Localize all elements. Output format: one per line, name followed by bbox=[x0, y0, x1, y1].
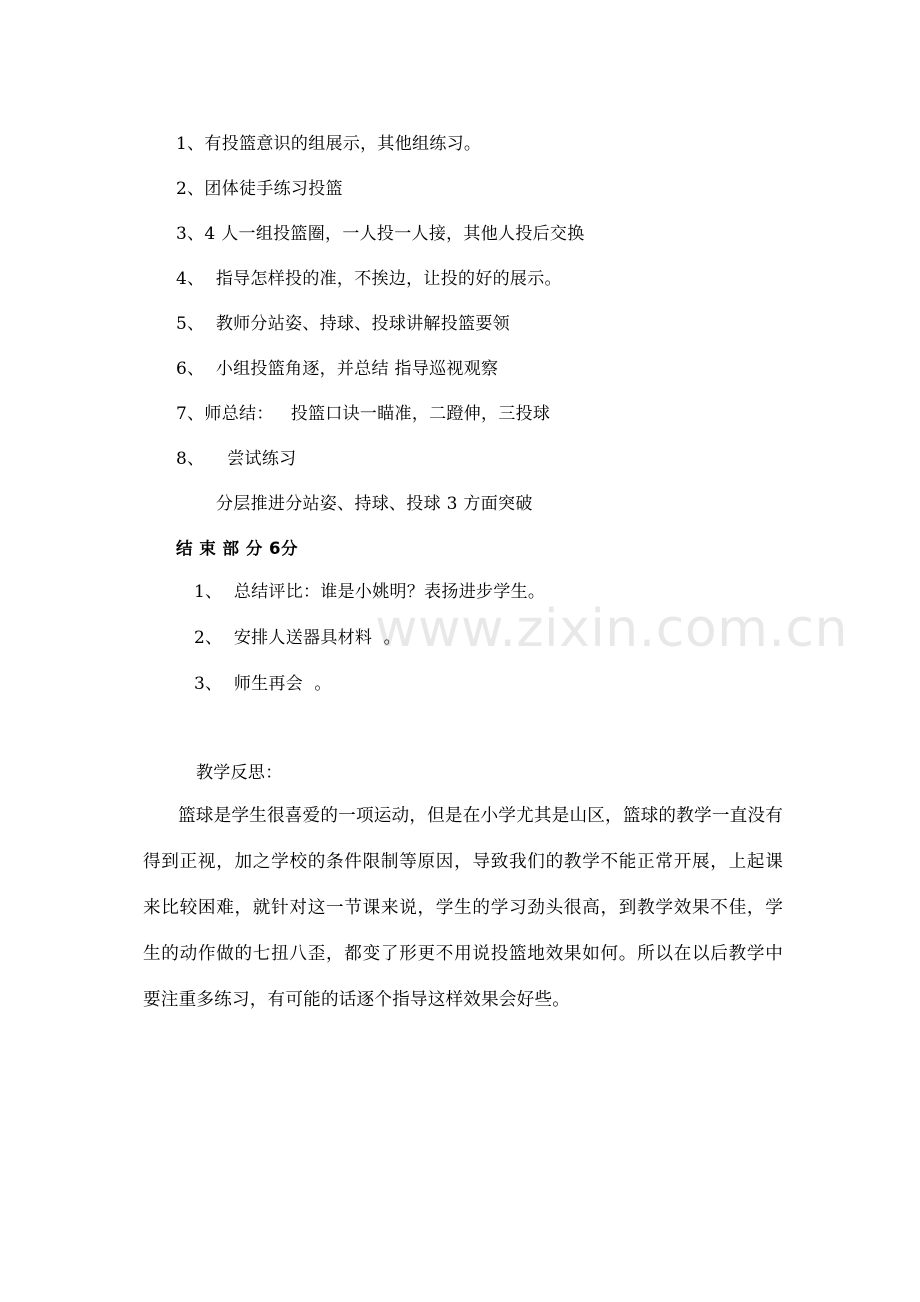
ending-item-1: 1、 总结评比：谁是小姚明？表扬进步学生。 bbox=[194, 582, 546, 602]
step-item-7: 7、师总结： 投篮口诀一瞄准，二蹬伸，三投球 bbox=[176, 404, 551, 424]
reflection-heading: 教学反思： bbox=[196, 763, 283, 783]
step-item-3: 3、4 人一组投篮圈，一人投一人接，其他人投后交换 bbox=[176, 224, 585, 244]
step-item-5: 5、 教师分站姿、持球、投球讲解投篮要领 bbox=[176, 314, 510, 334]
ending-item-2: 2、 安排人送器具材料 。 bbox=[194, 628, 401, 648]
step-item-6: 6、 小组投篮角逐，并总结 指导巡视观察 bbox=[176, 359, 499, 379]
step-8-detail: 分层推进分站姿、持球、投球 3 方面突破 bbox=[216, 494, 533, 514]
step-item-4: 4、 指导怎样投的准，不挨边，让投的好的展示。 bbox=[176, 269, 562, 289]
ending-section-heading: 结 束 部 分 6分 bbox=[176, 539, 298, 558]
step-item-8: 8、 尝试练习 bbox=[176, 449, 297, 469]
reflection-paragraph: 篮球是学生很喜爱的一项运动，但是在小学尤其是山区，篮球的教学一直没有得到正视，加之学校的条件限制等原因，导致我们的教学不能正常开展，上起课来比较困难，就针对这一节课来说，学生的学习劲头很高，到教学效果不佳，学生的动作做的七扭八歪，都变了形更不用说投篮地效果如何。所以在以后教学中要注重多练习，有可能的话逐个指导这样效果会好些。 bbox=[143, 806, 783, 1010]
step-item-1: 1、有投篮意识的组展示，其他组练习。 bbox=[176, 134, 482, 154]
step-item-2: 2、团体徒手练习投篮 bbox=[176, 179, 343, 199]
ending-item-3: 3、 师生再会 。 bbox=[194, 674, 332, 694]
watermark: www.zixin.com.cn bbox=[375, 599, 848, 659]
